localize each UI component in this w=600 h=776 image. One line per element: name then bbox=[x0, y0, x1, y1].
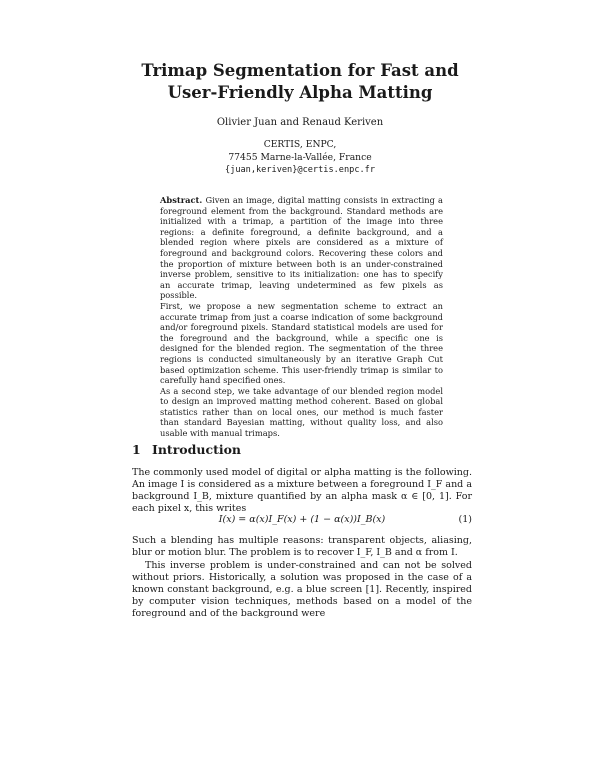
emails: {juan,keriven}@certis.enpc.fr bbox=[224, 165, 376, 175]
intro-paragraph-2 bbox=[132, 535, 472, 559]
paper-title bbox=[0, 60, 600, 104]
affiliation bbox=[0, 139, 600, 177]
abstract-text-1: Given an image, digital matting consists in extracting a foreground element from the background. Standard methods are initialized with a trimap, a partition of the image into three regions: a definite foreground, a definite background, and a blended region where pixels are considered as a mixture of foreground and background colors. Recovering these colors and the proportion of mixture between both is an under-constrained inverse problem, sensitive to its initialization: one has to specify an accurate trimap, leaving undetermined as few pixels as possible. bbox=[160, 195, 443, 301]
intro-text-1: The commonly used model of digital or alpha matting is the following. An image I is considered as a mixture between a foreground I_F and a background I_B, mixture quantified by an alpha mask α ∈ [0, 1]. For each pixel x, this writes bbox=[132, 467, 472, 514]
intro-paragraph-3 bbox=[132, 560, 472, 620]
abstract-label: Abstract. bbox=[160, 195, 203, 205]
section-number: 1 bbox=[132, 442, 141, 457]
abstract bbox=[160, 195, 443, 439]
title-line-2: User-Friendly Alpha Matting bbox=[167, 83, 433, 102]
section-heading bbox=[132, 442, 241, 457]
title-line-1: Trimap Segmentation for Fast and bbox=[141, 61, 459, 80]
intro-text-3: This inverse problem is under-constrained and can not be solved without priors. Historically, a solution was proposed in the case of a known constant background, e.g. a blue screen [1]. Recently, inspired by computer vision techniques, methods based on a model of the foreground and of the background were bbox=[132, 560, 472, 619]
equation-number: (1) bbox=[458, 514, 472, 525]
institution: CERTIS, ENPC, bbox=[263, 139, 337, 150]
intro-paragraph-1 bbox=[132, 467, 472, 515]
equation-formula: I(x) = α(x)I_F(x) + (1 − α(x))I_B(x) bbox=[218, 514, 386, 525]
abstract-paragraph-3: As a second step, we take advantage of our blended region model to design an improved matting method coherent. Based on global statistics rather than on local ones, our method is much faster than standard Bayesian matting, without quality loss, and also usable with manual trimaps. bbox=[160, 385, 443, 439]
abstract-paragraph-2: First, we propose a new segmentation scheme to extract an accurate trimap from just a coarse indication of some background and/or foreground pixels. Standard statistical models are used for the foreground and the background, while a specific one is designed for the blended region. The segmentation of the three regions is conducted simultaneously by an iterative Graph Cut based optimization scheme. This user-friendly trimap is similar to carefully hand specified ones. bbox=[160, 300, 443, 386]
intro-text-2: Such a blending has multiple reasons: transparent objects, aliasing, blur or motion blur. The problem is to recover I_F, I_B and α from I. bbox=[132, 535, 472, 558]
section-title: Introduction bbox=[152, 442, 242, 457]
authors: Olivier Juan and Renaud Keriven bbox=[216, 117, 384, 128]
equation-1 bbox=[132, 514, 472, 528]
address: 77455 Marne-la-Vallée, France bbox=[228, 151, 372, 163]
abstract-paragraph-1 bbox=[160, 195, 443, 301]
